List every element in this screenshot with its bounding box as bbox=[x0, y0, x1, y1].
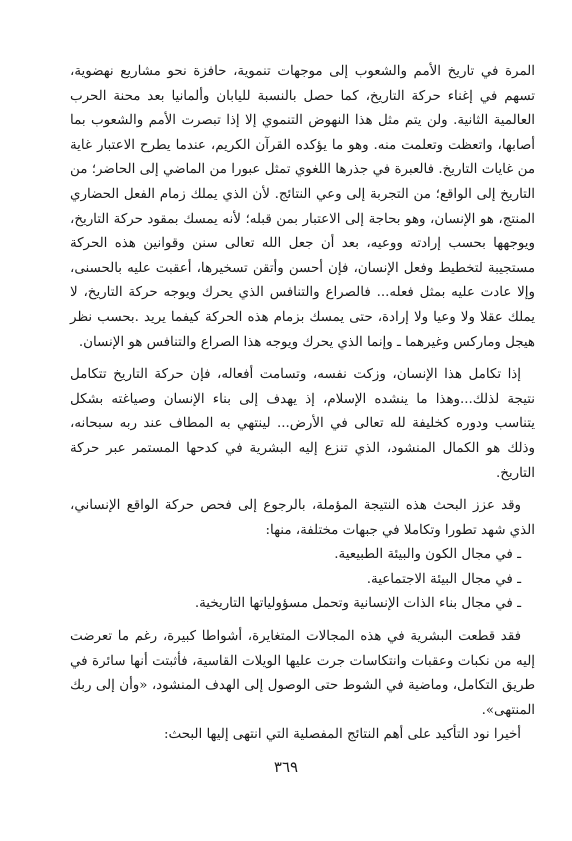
list-item-self: ـ في مجال بناء الذات الإنسانية وتحمل مسؤولياتها التاريخية. bbox=[194, 596, 521, 612]
paragraph-4: فقد قطعت البشرية في هذه المجالات المتغايرة، أشواطا كبيرة، رغم ما تعرضت إليه من نكبات وعقبات وانتكاسات جرت عليها الويلات القاسية، فأثبتت أنها سائرة في طريق التكامل، وماضية في الشوط حتى الوصول إلى الهدف المنشود، «وأن إلى ربك المنتهى». bbox=[70, 629, 535, 718]
paragraph-2: إذا تكامل هذا الإنسان، وزكت نفسه، وتسامت أفعاله، فإن حركة التاريخ تتكامل نتيجة لذلك...وهذا ما ينشده الإسلام، إذ يهدف إلى بناء الإنسان وصياغته بشكل يتناسب ودوره كخليفة لله تعالى في الأرض... لينتهي به المطاف عند ربه سبحانه، وذلك هو الكمال المنشود، الذي تنزع إليه البشرية في كدحها المستمر عبر حركة التاريخ. bbox=[70, 367, 535, 481]
list-item-society: ـ في مجال البيئة الاجتماعية. bbox=[366, 571, 521, 587]
paragraph-3: وقد عزز البحث هذه النتيجة المؤملة، بالرجوع إلى فحص حركة الواقع الإنساني، الذي شهد تطورا وتكاملا في جبهات مختلفة، منها: bbox=[70, 498, 535, 538]
paragraph-1: المرة في تاريخ الأمم والشعوب إلى موجهات تنموية، حافزة نحو مشاريع نهضوية، تسهم في إغناء حركة التاريخ، كما حصل بالنسبة لليابان وألمانيا بعد محنة الحرب العالمية الثانية. ولن يتم مثل هذا النهوض التنموي إلا إذا تبصرت الأمم والشعوب بما أصابها، واتعظت وتعلمت منه. وهو ما يؤكده القرآن الكريم، عندما يطرح الاعتبار غاية من غايات التاريخ. فالعبرة في جذرها اللغوي تمثل عبورا من الماضي إلى الحاضر؛ من التاريخ إلى الواقع؛ من التجربة إلى وعي النتائج. لأن الذي يملك زمام الفعل الحضاري المنتج، هو الإنسان، وهو بحاجة إلى الاعتبار بمن قبله؛ لأنه يمسك بمقود حركة التاريخ، ويوجهها بحسب إرادته ووعيه، بعد أن جعل الله تعالى سنن وقوانين هذه الحركة مستجيبة لتخطيط وفعل الإنسان، فإن أحسن وأتقن تسخيرها، أعقبت عليه بالحسنى، وإلا عادت عليه بمثل فعله... فالصراع والتنافس الذي يحرك ويوجه حركة التاريخ، لا يملك عقلا ولا وعيا ولا إرادة، حتى يمسك بزمام هذه الحركة كيفما يريد .بحسب نظر هيجل وماركس وغيرهما ـ وإنما الذي يحرك ويوجه هذا الصراع والتنافس هو الإنسان. bbox=[70, 64, 535, 350]
page-number: ٣٦٩ bbox=[273, 758, 299, 776]
list-item-nature: ـ في مجال الكون والبيئة الطبيعية. bbox=[334, 547, 521, 563]
paragraph-5: أخيرا نود التأكيد على أهم النتائج المفصلية التي انتهى إليها البحث: bbox=[164, 727, 521, 743]
body-text bbox=[70, 60, 535, 748]
